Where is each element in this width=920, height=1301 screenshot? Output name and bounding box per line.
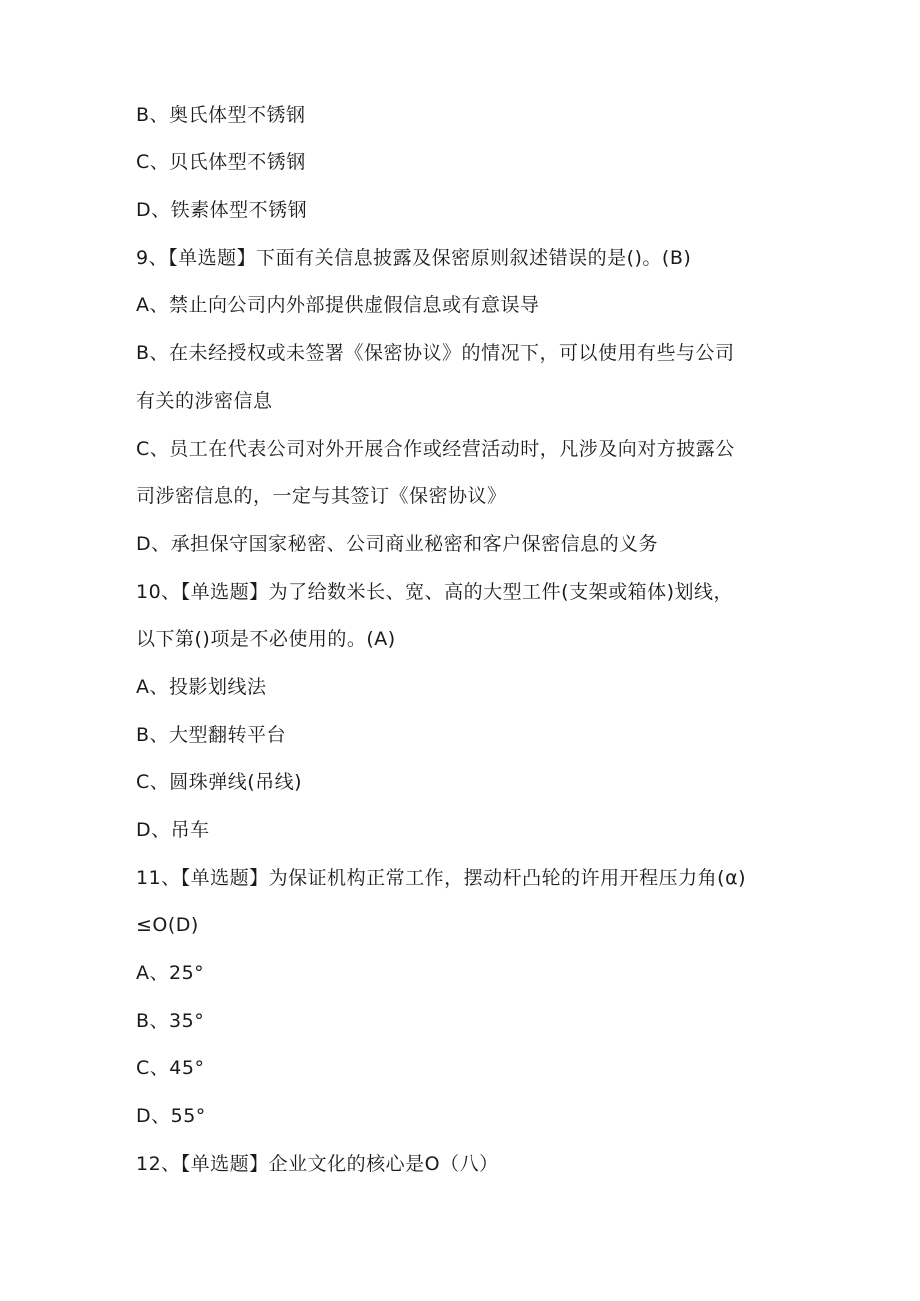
question-12: 12、【单选题】企业文化的核心是O（八） — [136, 1153, 499, 1175]
question-11-line2: ≤O(D) — [136, 914, 199, 936]
q11-option-d: D、55° — [136, 1105, 206, 1127]
q9-option-c-line1: C、员工在代表公司对外开展合作或经营活动时，凡涉及向对方披露公 — [136, 438, 735, 460]
option-d-ferritic: D、铁素体型不锈钢 — [136, 199, 308, 221]
q9-option-b-line1: B、在未经授权或未签署《保密协议》的情况下，可以使用有些与公司 — [136, 342, 735, 364]
q10-option-c: C、圆珠弹线(吊线) — [136, 771, 303, 793]
q11-option-b: B、35° — [136, 1010, 205, 1032]
q11-option-a: A、25° — [136, 962, 205, 984]
q10-option-b: B、大型翻转平台 — [136, 724, 287, 746]
q9-option-b-line2: 有关的涉密信息 — [136, 390, 273, 412]
question-11-line1: 11、【单选题】为保证机构正常工作，摆动杆凸轮的许用开程压力角(α) — [136, 867, 747, 889]
q10-option-a: A、投影划线法 — [136, 676, 267, 698]
q11-option-c: C、45° — [136, 1057, 205, 1079]
q9-option-d: D、承担保守国家秘密、公司商业秘密和客户保密信息的义务 — [136, 533, 659, 555]
option-c-bainitic: C、贝氏体型不锈钢 — [136, 151, 306, 173]
q9-option-c-line2: 司涉密信息的，一定与其签订《保密协议》 — [136, 485, 507, 507]
q10-option-d: D、吊车 — [136, 819, 210, 841]
q9-option-a: A、禁止向公司内外部提供虚假信息或有意误导 — [136, 294, 540, 316]
question-10-line2: 以下第()项是不必使用的。(A) — [136, 628, 396, 650]
question-9: 9、【单选题】下面有关信息披露及保密原则叙述错误的是()。(B) — [136, 247, 692, 269]
option-b-austenitic: B、奥氏体型不锈钢 — [136, 104, 306, 126]
question-10-line1: 10、【单选题】为了给数米长、宽、高的大型工件(支架或箱体)划线， — [136, 581, 734, 603]
